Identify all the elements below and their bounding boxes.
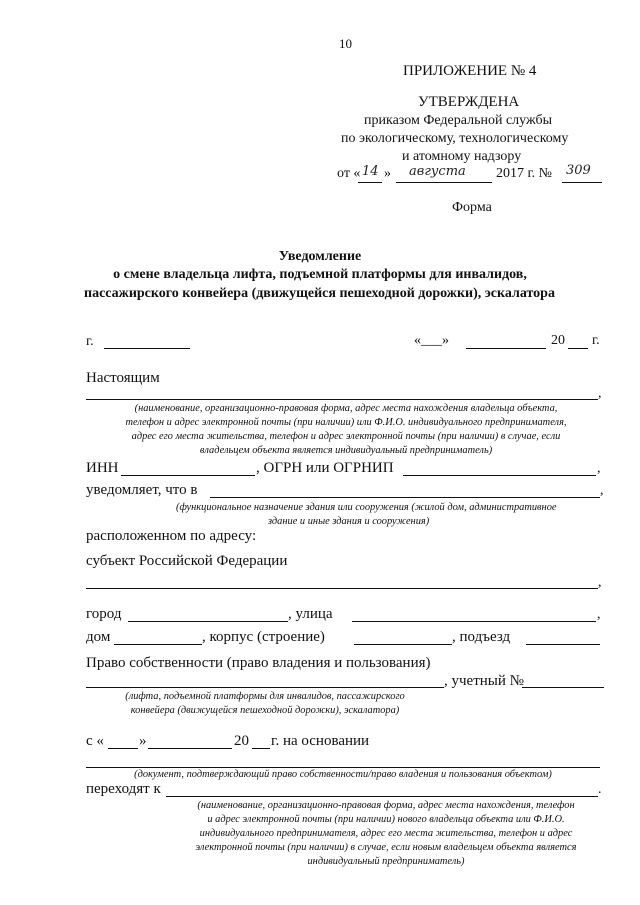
house-label: дом [86,629,111,645]
new-owner-note-3: индивидуального предпринимателя, адрес его места жительства, телефон и адрес [199,828,573,839]
account-label: , учетный № [444,673,524,689]
from-mid: » [139,733,147,749]
page-number: 10 [339,36,352,51]
approval-line-3: и атомному надзору [402,149,522,164]
street-comma: , [597,607,601,622]
entrance-field[interactable] [526,644,600,645]
house-field[interactable] [114,644,202,645]
from-day-field[interactable] [108,748,138,749]
basis-label: г. на основании [271,733,370,749]
approval-line-1: приказом Федеральной службы [364,113,552,128]
approval-title: УТВЕРЖДЕНА [418,94,520,110]
year-suffix: г. [592,333,600,348]
owner-note-4: владельцем объекта является индивидуальный предприниматель) [199,445,493,456]
notify-comma: , [600,483,604,498]
building-type-field[interactable] [210,497,600,498]
approval-date-prefix: от « [337,166,361,181]
new-owner-note-1: (наименование, организационно-правовая форма, адрес места нахождения, телефон [197,800,575,811]
account-field[interactable] [522,687,604,688]
month-underline [396,182,492,183]
lift-note-2: конвейера (движущейся пешеходной дорожки), эскалатора) [130,705,400,716]
doc-title: Уведомление [278,249,362,264]
transfer-label: переходят к [86,781,161,797]
subject-label: субъект Российской Федерации [86,553,288,569]
day-underline [358,182,382,183]
form-label: Форма [452,200,492,215]
from-month-field[interactable] [148,748,232,749]
number-underline [562,182,602,183]
located-label: расположенном по адресу: [86,528,257,544]
lift-field[interactable] [86,687,444,688]
city-name-field[interactable] [128,621,288,622]
from-year-prefix: 20 [234,733,249,749]
ownership-label: Право собственности (право владения и пользования) [86,655,431,671]
building-note-1: (функциональное назначение здания или сооружения (жилой дом, административное [176,502,557,513]
doc-title-line-2: о смене владельца лифта, подъемной платформы для инвалидов, [113,267,527,282]
owner-comma: , [598,386,602,401]
approval-year: 2017 г. № [496,166,553,181]
approval-line-2: по экологическому, технологическому [341,131,569,146]
subject-field[interactable] [86,588,598,589]
transfer-dot: . [598,782,602,797]
new-owner-note-5: индивидуальный предприниматель) [307,856,465,867]
lift-note-1: (лифта, подъемной платформы для инвалидов, пассажирского [125,691,405,702]
ogrn-label: , ОГРН или ОГРНИП [256,460,394,476]
year-field[interactable] [568,348,588,349]
approval-number: 309 [566,163,591,178]
appendix-label: ПРИЛОЖЕНИЕ № 4 [403,63,537,79]
from-year-field[interactable] [252,748,270,749]
doc-note: (документ, подтверждающий право собственности/право владения и пользования объектом) [134,769,552,780]
owner-note-3: адрес его места жительства, телефон и адрес электронной почты (при наличии) в случае, если [131,431,561,442]
new-owner-note-2: и адрес электронной почты (при наличии) нового владельца объекта или Ф.И.О. [207,814,565,825]
building-field[interactable] [354,644,452,645]
notify-label: уведомляет, что в [86,482,198,498]
new-owner-field[interactable] [166,796,598,797]
from-label: с « [86,733,104,749]
city-field[interactable] [104,348,190,349]
ogrn-field[interactable] [403,475,596,476]
ogrn-comma: , [597,461,601,476]
year-prefix: 20 [551,333,565,348]
city-label: город [86,606,122,622]
approval-day: 14 [362,164,379,179]
new-owner-note-4: электронной почты (при наличии) в случае, если новым владельцем объекта является [195,842,577,853]
approval-month: августа [409,164,466,179]
approval-date-mid: » [384,166,391,181]
owner-note-2: телефон и адрес электронной почты (при наличии) или Ф.И.О. индивидуального предпринимателя, [125,417,567,428]
inn-field[interactable] [121,475,255,476]
entrance-label: , подъезд [452,629,511,645]
building-label: , корпус (строение) [202,629,325,645]
date-quotes: «___» [414,333,449,348]
city-prefix: г. [86,334,94,349]
street-field[interactable] [352,621,596,622]
subject-comma: , [598,575,602,590]
doc-title-line-3: пассажирского конвейера (движущейся пешеходной дорожки), эскалатора [84,286,555,301]
intro-text: Настоящим [86,370,160,386]
inn-label: ИНН [86,460,119,476]
owner-field[interactable] [86,399,598,400]
street-label: , улица [288,606,333,622]
month-field[interactable] [466,348,546,349]
owner-note-1: (наименование, организационно-правовая форма, адрес места нахождения владельца объекта, [134,403,558,414]
building-note-2: здание и иные здания и сооружения) [268,516,430,527]
